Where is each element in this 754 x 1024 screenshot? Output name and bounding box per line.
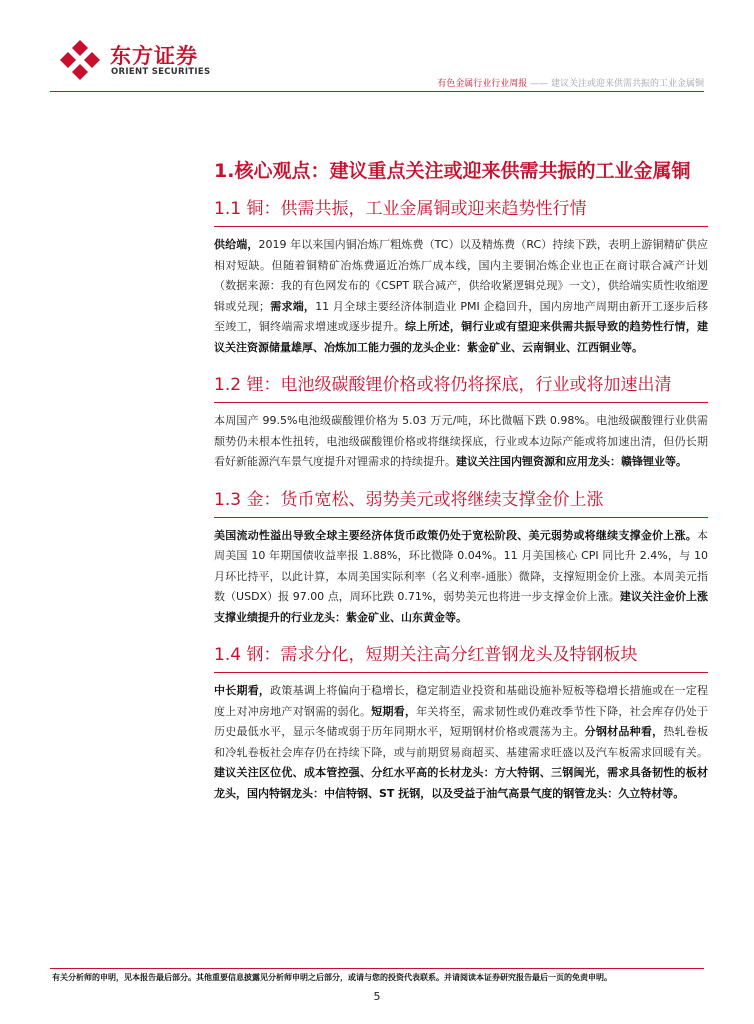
text-run: 11 月全球主要经济体制造业 PMI 企稳回升，国内房地产周期由新开工逐步后移至竣工，铜终端需求增速或逐步提升。 bbox=[214, 299, 709, 333]
header-divider bbox=[50, 91, 704, 92]
text-run: 本周美国 10 年期国债收益率报 1.88%，环比微降 0.04%。11 月美国核心 CPI 同比升 2.4%，与 10 月环比持平，以此计算，本周美国实际利率（名义利率-通胀）微降，支撑短期金价上涨。本周美元指数（USDX）报 97.00 点，周环比跌 0.71%，弱势美元也将进一步支撑金价上涨。 bbox=[214, 528, 708, 603]
section-title: 1.核心观点：建议重点关注或迎来供需共振的工业金属铜 bbox=[214, 160, 691, 182]
text-run: 建议关注国内锂资源和应用龙头：赣锋锂业等。 bbox=[456, 455, 687, 468]
text-run: 需求端， bbox=[269, 299, 316, 313]
subsection-heading-lithium bbox=[214, 372, 708, 403]
subsection-title: 1.3 金：货币宽松、弱势美元或将继续支撑金价上涨 bbox=[214, 489, 604, 510]
subsection-heading-steel bbox=[214, 642, 708, 673]
logo-english-name: ORIENT SECURITIES bbox=[111, 67, 211, 77]
text-run: 供给端， bbox=[214, 238, 259, 251]
text-run: 建议关注区位优、成本管控强、分红水平高的长材龙头：方大特钢、三钢闽光，需求具备韧性的板材龙头，国内特钢龙头：中信特钢、ST 抚钢，以及受益于油气高景气度的钢管龙头：久立特材等。 bbox=[214, 766, 708, 800]
subsection-title: 1.4 钢：需求分化，短期关注高分红普钢龙头及特钢板块 bbox=[214, 645, 638, 665]
subsection-title: 1.1 铜：供需共振，工业金属铜或迎来趋势性行情 bbox=[214, 199, 587, 219]
text-run: 2019 年以来国内铜冶炼厂粗炼费（TC）以及精炼费（RC）持续下跌，表明上游铜精矿供应相对短缺。但随着铜精矿冶炼费逼近冶炼厂成本线，国内主要铜冶炼企业也正在商讨联合减产计划（数据来源：我的有色网发布的《CSPT 联合减产，供给收紧逻辑兑现》一文），供给端实质性收缩逻辑或兑现； bbox=[214, 238, 709, 313]
paragraph-lithium bbox=[214, 411, 708, 473]
subsection-title: 1.2 锂：电池级碳酸锂价格或将仍将探底，行业或将加速出清 bbox=[214, 375, 672, 395]
text-run: 中长期看， bbox=[214, 684, 271, 697]
text-run: 综上所述，铜行业或有望迎来供需共振导致的趋势性行情，建议关注资源储量雄厚、冶炼加工能力强的龙头企业：紫金矿业、云南铜业、江西铜业等。 bbox=[214, 320, 708, 354]
footer-divider bbox=[50, 968, 704, 969]
text-run: 政策基调上将偏向于稳增长，稳定制造业投资和基础设施补短板等稳增长措施或在一定程度上对冲房地产对钢需的弱化。 bbox=[214, 684, 709, 718]
text-run: 热轧卷板和冷轧卷板社会库存仍在持续下降，或与前期贸易商超买、基建需求旺盛以及汽车板需求回暖有关。 bbox=[214, 725, 709, 759]
paragraph-steel bbox=[214, 681, 708, 804]
subsection-heading-gold bbox=[214, 487, 708, 518]
orient-securities-logo-icon bbox=[58, 38, 102, 82]
report-series: 有色金属行业行业周报 bbox=[437, 79, 528, 89]
page-number: 5 bbox=[373, 990, 381, 1003]
text-run: 建议关注金价上涨支撑业绩提升的行业龙头：紫金矿业、山东黄金等。 bbox=[214, 590, 708, 624]
paragraph-gold bbox=[214, 526, 708, 629]
text-run: 短期看， bbox=[371, 704, 417, 718]
report-body bbox=[214, 156, 708, 818]
text-run: 分钢材品种看， bbox=[584, 725, 664, 738]
company-logo bbox=[58, 38, 218, 82]
subsection-heading-copper bbox=[214, 196, 708, 227]
report-header bbox=[437, 76, 704, 89]
text-run: 本周国产 99.5%电池级碳酸锂价格为 5.03 万元/吨，环比微幅下跌 0.98%。电池级碳酸锂行业供需颓势仍未根本性扭转，电池级碳酸锂价格或将继续探底，行业或本边际产能或将加速出清，但仍长期看好新能源汽车景气度提升对锂需求的持续提升。 bbox=[214, 414, 708, 468]
header-separator: —— bbox=[527, 79, 551, 89]
paragraph-copper bbox=[214, 235, 708, 358]
report-title: 建议关注或迎来供需共振的工业金属铜 bbox=[550, 79, 704, 89]
logo-chinese-name: 东方证券 bbox=[110, 44, 198, 68]
text-run: 年关将至，需求韧性或仍难改季节性下降，社会库存仍处于历史最低水平，显示冬储或弱于历年同期水平，短期钢材价格或震荡为主。 bbox=[214, 704, 709, 738]
footer-disclaimer: 有关分析师的申明，见本报告最后部分。其他重要信息披露见分析师申明之后部分，或请与您的投资代表联系。并请阅读本证券研究报告最后一页的免责申明。 bbox=[52, 973, 612, 982]
text-run: 美国流动性溢出导致全球主要经济体货币政策仍处于宽松阶段、美元弱势或将继续支撑金价上涨。 bbox=[214, 528, 697, 542]
